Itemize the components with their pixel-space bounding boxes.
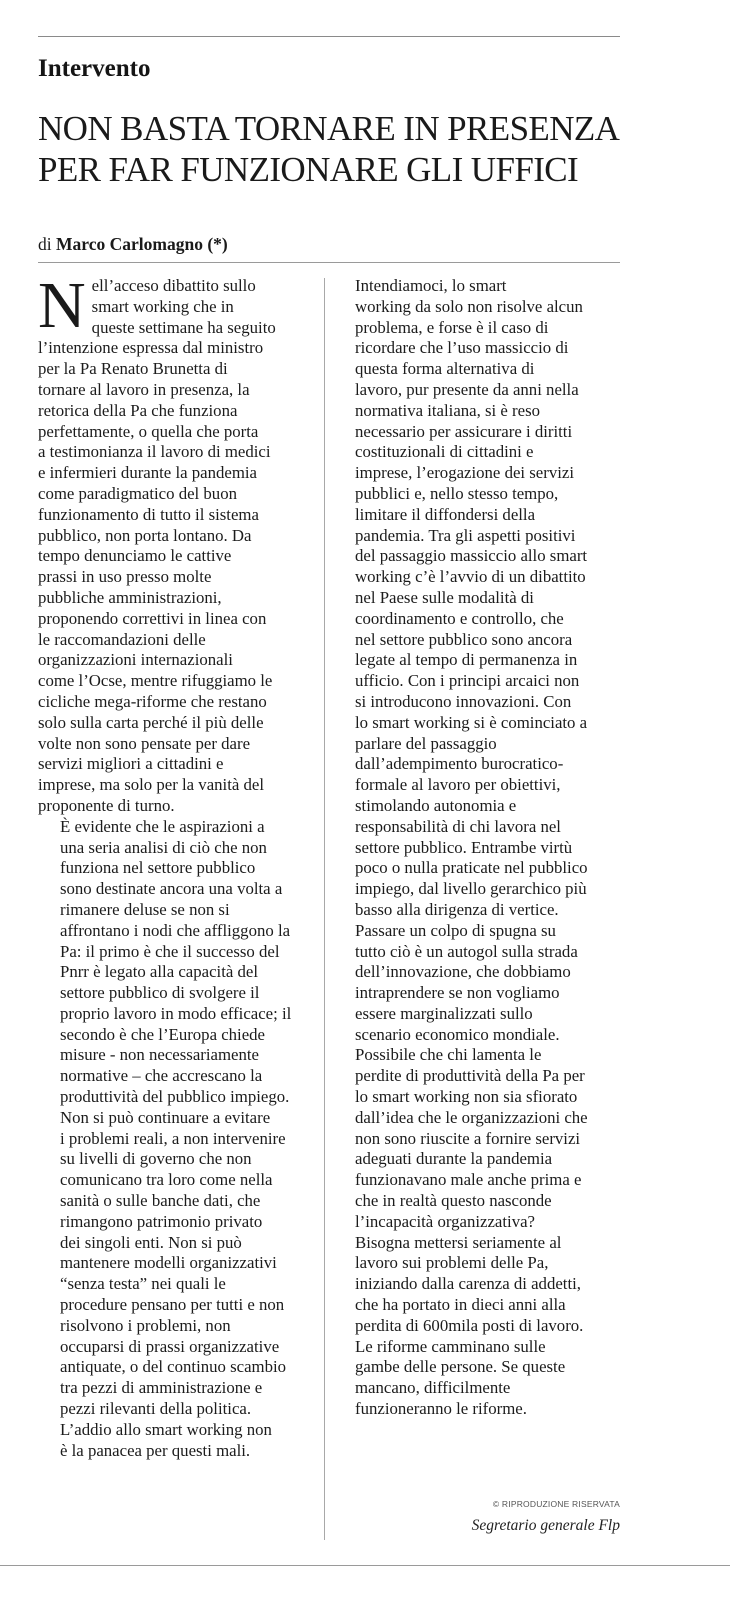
headline-line: NON BASTA TORNARE IN PRESENZA (38, 109, 620, 148)
text-line: i problemi reali, a non intervenire (60, 1128, 286, 1148)
byline-prefix: di (38, 234, 52, 254)
text-line: solo sulla carta perché il più delle (38, 712, 264, 732)
text-line: volte non sono pensate per dare (38, 733, 251, 753)
author-role-signature: Segretario generale Flp (471, 1517, 620, 1534)
text-line: che ha portato in dieci anni alla (355, 1295, 566, 1315)
byline-rule (38, 262, 620, 263)
text-line: Intendiamoci, lo smart (355, 276, 507, 295)
text-line: non sono riuscite a fornire servizi (355, 1128, 581, 1148)
paragraph (38, 1420, 314, 1462)
paragraph (333, 921, 620, 1046)
bottom-rule (0, 1565, 730, 1566)
text-line: impiego, dal livello gerarchico più (355, 879, 587, 899)
text-line: basso alla dirigenza di vertice. (355, 899, 559, 919)
text-line: Pnrr è legato alla capacità del (60, 962, 259, 982)
text-line: che in realtà questo nasconde (355, 1191, 552, 1211)
top-rule (38, 36, 620, 37)
text-line: formale al lavoro per obiettivi, (355, 775, 561, 795)
text-line: rimangono patrimonio privato (60, 1211, 263, 1231)
text-line: tempo denunciamo le cattive (38, 546, 232, 566)
text-line: Bisogna mettersi seriamente al (355, 1232, 562, 1252)
text-line: affrontano i nodi che affliggono la (60, 920, 291, 940)
text-line: problema, e forse è il caso di (355, 317, 549, 337)
text-line: smart working che in (91, 296, 234, 316)
text-line: organizzazioni internazionali (38, 650, 233, 670)
paragraph (333, 1045, 620, 1232)
headline-line: PER FAR FUNZIONARE GLI UFFICI (38, 150, 579, 189)
copyright-notice: © RIPRODUZIONE RISERVATA (492, 1499, 620, 1509)
text-line: procedure pensano per tutti e non (60, 1295, 285, 1315)
text-line: parlare del passaggio (355, 733, 497, 753)
text-line: dell’innovazione, che dobbiamo (355, 962, 571, 982)
text-line: dall’adempimento burocratico- (355, 754, 564, 774)
text-line: a testimonianza il lavoro di medici (38, 442, 271, 462)
text-line: funzioneranno le riforme. (355, 1399, 527, 1419)
text-line: perdita di 600mila posti di lavoro. (355, 1315, 584, 1335)
text-line: queste settimane ha seguito (91, 317, 276, 337)
drop-cap: N (38, 269, 86, 342)
text-line: settore pubblico di svolgere il (60, 983, 260, 1003)
section-kicker: Intervento (38, 55, 151, 82)
text-line: funziona nel settore pubblico (60, 858, 256, 878)
text-line: proponendo correttivi in linea con (38, 608, 267, 628)
text-line: normative – che accrescano la (60, 1066, 263, 1086)
paragraph (38, 269, 314, 817)
text-line: cicliche mega-riforme che restano (38, 691, 267, 711)
text-line: questa forma alternativa di (355, 359, 535, 379)
text-line: antiquate, o del continuo scambio (60, 1357, 287, 1377)
text-line: L’addio allo smart working non (60, 1419, 272, 1439)
text-line: normativa italiana, si è reso (355, 400, 540, 420)
text-line: responsabilità di chi lavora nel (355, 816, 561, 836)
text-line: su livelli di governo che non (60, 1149, 252, 1169)
text-line: pubblico, non porta lontano. Da (38, 525, 252, 545)
text-line: imprese, ma solo per la vanità del (38, 775, 265, 795)
text-line: come l’Ocse, mentre rifuggiamo le (38, 671, 273, 691)
text-line: produttività del pubblico impiego. (60, 1087, 290, 1107)
text-line: pubbliche amministrazioni, (38, 587, 222, 607)
text-line: Non si può continuare a evitare (60, 1107, 271, 1127)
text-line: working da solo non risolve alcun (355, 296, 583, 316)
text-line: stimolando autonomia e (355, 795, 517, 815)
paragraph (38, 1108, 314, 1420)
text-line: pubblici e, nello stesso tempo, (355, 483, 559, 503)
text-line: lo smart working non sia sfiorato (355, 1087, 578, 1107)
text-line: adeguati durante la pandemia (355, 1149, 553, 1169)
text-line: lavoro, pur presente da anni nella (355, 379, 579, 399)
paragraph (333, 276, 620, 921)
text-line: una seria analisi di ciò che non (60, 837, 267, 857)
text-line: risolvono i problemi, non (60, 1315, 231, 1335)
text-line: ell’acceso dibattito sullo (91, 276, 256, 295)
article-column-right (333, 276, 620, 1420)
text-line: nel Paese sulle modalità di (355, 587, 534, 607)
text-line: settore pubblico. Entrambe virtù (355, 837, 573, 857)
text-line: sanità o sulle banche dati, che (60, 1191, 261, 1211)
text-line: le raccomandazioni delle (38, 629, 206, 649)
text-line: poco o nulla praticate nel pubblico (355, 858, 588, 878)
text-line: del passaggio massiccio allo smart (355, 546, 588, 566)
text-line: tutto ciò è un autogol sulla strada (355, 941, 578, 961)
text-line: mantenere modelli organizzativi (60, 1253, 277, 1273)
text-line: imprese, l’erogazione dei servizi (355, 463, 574, 483)
text-line: working c’è l’avvio di un dibattito (355, 567, 586, 587)
text-line: misure - non necessariamente (60, 1045, 259, 1065)
text-line: pandemia. Tra gli aspetti positivi (355, 525, 576, 545)
text-line: dall’idea che le organizzazioni che (355, 1107, 588, 1127)
text-line: nel settore pubblico sono ancora (355, 629, 573, 649)
text-line: l’incapacità organizzativa? (355, 1211, 535, 1231)
text-line: retorica della Pa che funziona (38, 400, 238, 420)
text-line: proprio lavoro in modo efficace; il (60, 1003, 292, 1023)
text-line: pezzi rilevanti della politica. (60, 1399, 252, 1419)
text-line: Pa: il primo è che il successo del (60, 941, 280, 961)
text-line: tornare al lavoro in presenza, la (38, 379, 250, 399)
text-line: perfettamente, o quella che porta (38, 421, 259, 441)
paragraph (38, 817, 314, 1108)
text-line: Possibile che chi lamenta le (355, 1045, 542, 1065)
text-line: occuparsi di prassi organizzative (60, 1336, 280, 1356)
text-line: limitare il diffondersi della (355, 504, 536, 524)
text-line: funzionamento di tutto il sistema (38, 504, 259, 524)
text-line: gambe delle persone. Se queste (355, 1357, 566, 1377)
text-line: ufficio. Con i principi arcaici non (355, 671, 580, 691)
text-line: per la Pa Renato Brunetta di (38, 359, 228, 379)
text-line: dei singoli enti. Non si può (60, 1232, 242, 1252)
text-line: secondo è che l’Europa chiede (60, 1024, 266, 1044)
text-line: rimanere deluse se non si (60, 899, 230, 919)
text-line: tra pezzi di amministrazione e (60, 1378, 263, 1398)
text-line: intraprendere se non vogliamo (355, 983, 560, 1003)
text-line: iniziando dalla carenza di addetti, (355, 1274, 581, 1294)
byline (38, 233, 228, 255)
article-column-left (38, 269, 314, 1461)
text-line: ricordare che l’uso massiccio di (355, 338, 569, 358)
text-line: come paradigmatico del buon (38, 483, 237, 503)
text-line: l’intenzione espressa dal ministro (38, 338, 264, 358)
text-line: costituzionali di cittadini e (355, 442, 534, 462)
text-line: legate al tempo di permanenza in (355, 650, 578, 670)
text-line: Passare un colpo di spugna su (355, 920, 556, 940)
headline (38, 108, 628, 190)
text-line: coordinamento e controllo, che (355, 608, 564, 628)
text-line: mancano, difficilmente (355, 1378, 511, 1398)
text-line: sono destinate ancora una volta a (60, 879, 283, 899)
text-line: essere marginalizzati sullo (355, 1003, 533, 1023)
text-line: comunicano tra loro come nella (60, 1170, 273, 1190)
text-line: Le riforme camminano sulle (355, 1336, 546, 1356)
text-line: si introducono innovazioni. Con (355, 691, 572, 711)
paragraph (333, 1233, 620, 1420)
text-line: e infermieri durante la pandemia (38, 463, 257, 483)
text-line: necessario per assicurare i diritti (355, 421, 573, 441)
text-line: servizi migliori a cittadini e (38, 754, 224, 774)
text-line: scenario economico mondiale. (355, 1024, 560, 1044)
text-line: lavoro sui problemi delle Pa, (355, 1253, 549, 1273)
text-line: “senza testa” nei quali le (60, 1274, 226, 1294)
column-divider (324, 278, 325, 1540)
text-line: perdite di produttività della Pa per (355, 1066, 585, 1086)
text-line: lo smart working si è cominciato a (355, 712, 588, 732)
text-line: prassi in uso presso molte (38, 567, 212, 587)
text-line: proponente di turno. (38, 795, 175, 815)
text-line: funzionavano male anche prima e (355, 1170, 582, 1190)
text-line: È evidente che le aspirazioni a (60, 816, 265, 836)
byline-author: Marco Carlomagno (*) (56, 234, 228, 254)
text-line: è la panacea per questi mali. (60, 1440, 251, 1460)
